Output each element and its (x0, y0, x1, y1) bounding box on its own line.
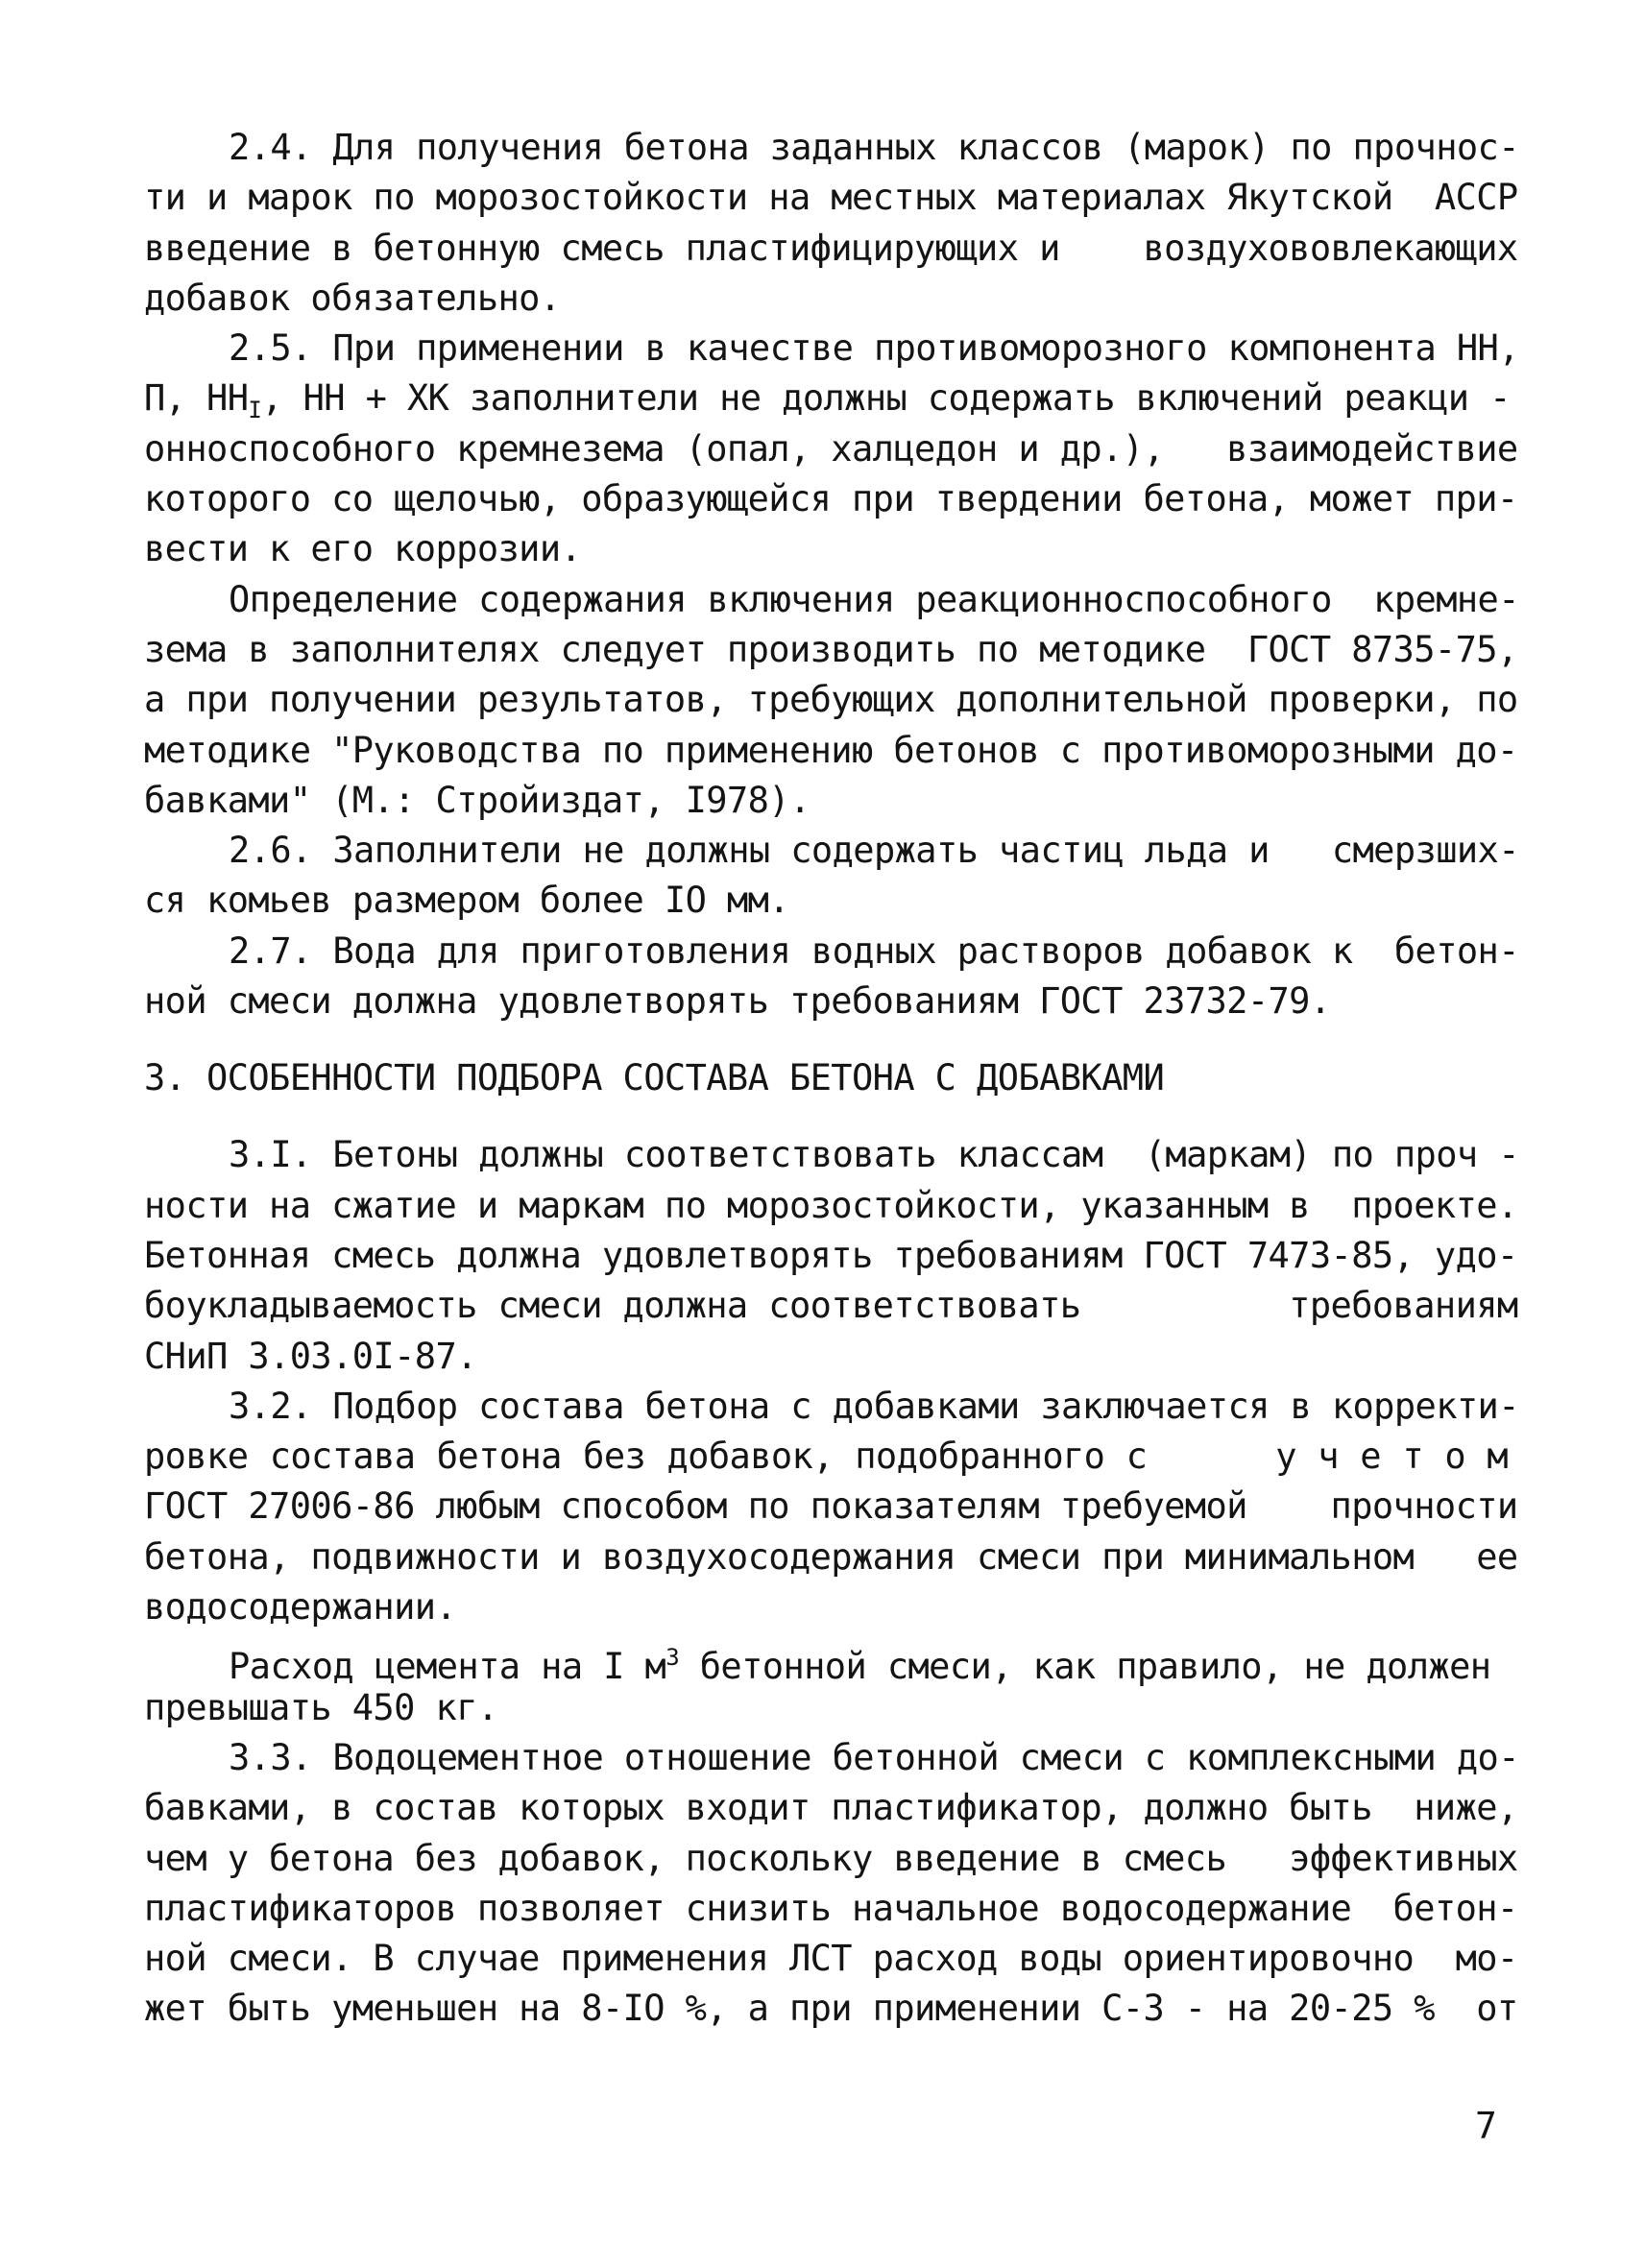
text-fragment: , НН + ХК заполнители не должны содержать включений реакци - (261, 377, 1511, 420)
text-line: бавками, в состав которых входит пластификатор, должно быть ниже, (144, 1787, 1518, 1829)
text-line: 2.6. Заполнители не должны содержать частиц льда и смерзших- (229, 830, 1519, 872)
text-line: методике "Руководства по применению бетонов с противоморозными до- (144, 729, 1518, 771)
text-line: Бетонная смесь должна удовлетворять требованиям ГОСТ 7473-85, удо- (144, 1234, 1518, 1276)
text-line: СНиП 3.03.0I-87. (144, 1335, 477, 1377)
text-line: чем у бетона без добавок, поскольку введение в смесь эффективных (144, 1837, 1518, 1879)
text-line: зема в заполнителях следует производить по методике ГОСТ 8735-75, (144, 628, 1518, 670)
text-line: добавок обязательно. (144, 277, 561, 319)
text-line: ся комьев размером более IO мм. (144, 880, 789, 922)
text-line: онноспособного кремнезема (опал, халцедон и др.), взаимодействие (144, 427, 1518, 470)
text-line: ровке состава бетона без добавок, подобранного с у ч е т о м (144, 1436, 1508, 1478)
text-fragment: Расход цемента на I м (229, 1646, 666, 1688)
text-line (144, 1632, 1508, 1688)
paragraph-2-5-continued (144, 575, 1519, 826)
text-line: введение в бетонную смесь пластифицирующих и воздухововлекающих (144, 227, 1518, 269)
text-line: 2.7. Вода для приготовления водных растворов добавок к бетон- (229, 929, 1519, 972)
text-line (144, 374, 1511, 424)
text-line: превышать 450 кг. (144, 1686, 498, 1728)
paragraph-2-6 (144, 826, 1519, 927)
spacer (144, 1105, 1508, 1130)
section-heading: 3. ОСОБЕННОСТИ ПОДБОРА СОСТАВА БЕТОНА С ДОБАВКАМИ (144, 1057, 1165, 1099)
paragraph-2-4 (144, 123, 1519, 324)
text-line: Определение содержания включения реакционноспособного кремне- (229, 578, 1519, 620)
text-line: 2.4. Для получения бетона заданных классов (марок) по прочнос- (229, 127, 1519, 168)
paragraph-2-7 (144, 927, 1519, 1027)
text-line: жет быть уменьшен на 8-IO %, а при применении С-3 - на 20-25 % от (144, 1988, 1518, 2030)
text-fragment: бетонной смеси, как правило, не должен (679, 1646, 1491, 1688)
text-line: 3.3. Водоцементное отношение бетонной смеси с комплексными до- (229, 1736, 1519, 1778)
text-line: ГОСТ 27006-86 любым способом по показателям требуемой прочности (144, 1485, 1518, 1528)
paragraph-3-3 (144, 1733, 1519, 2035)
paragraph-3-1 (144, 1130, 1519, 1381)
text-line: а при получении результатов, требующих дополнительной проверки, по (144, 679, 1518, 721)
paragraph-2-5 (144, 324, 1519, 574)
superscript: 3 (665, 1644, 680, 1672)
text-line: боукладываемость смеси должна соответствовать требованиям (144, 1285, 1518, 1327)
text-line: ной смеси должна удовлетворять требованиям ГОСТ 23732-79. (144, 980, 1331, 1023)
text-line: бетона, подвижности и воздухосодержания смеси при минимальном ее (144, 1535, 1518, 1578)
text-line: вести к его коррозии. (144, 528, 582, 570)
paragraph-cement-consumption (144, 1632, 1508, 1733)
document-page (144, 123, 1519, 2035)
text-line: ной смеси. В случае применения ЛСТ расход воды ориентировочно мо- (144, 1938, 1518, 1980)
text-line: ности на сжатие и маркам по морозостойкости, указанным в проекте. (144, 1184, 1518, 1226)
text-line: 3.I. Бетоны должны соответствовать классам (маркам) по проч - (229, 1134, 1519, 1176)
text-line: пластификаторов позволяет снизить начальное водосодержание бетон- (144, 1887, 1518, 1929)
text-line: водосодержании. (144, 1586, 457, 1629)
text-fragment: П, НН (144, 377, 249, 420)
text-line: 2.5. При применении в качестве противоморозного компонента НН, (229, 327, 1519, 370)
text-line: бавками" (М.: Стройиздат, I978). (144, 779, 810, 821)
paragraph-3-2 (144, 1382, 1519, 1632)
subscript: I (248, 397, 262, 424)
page-number: 7 (1475, 2105, 1497, 2147)
text-line: 3.2. Подбор состава бетона с добавками заключается в корректи- (229, 1385, 1519, 1427)
spacer (144, 1026, 1508, 1051)
text-line: ти и марок по морозостойкости на местных материалах Якутской АССР (144, 177, 1518, 219)
text-line: которого со щелочью, образующейся при твердении бетона, может при- (144, 478, 1518, 520)
